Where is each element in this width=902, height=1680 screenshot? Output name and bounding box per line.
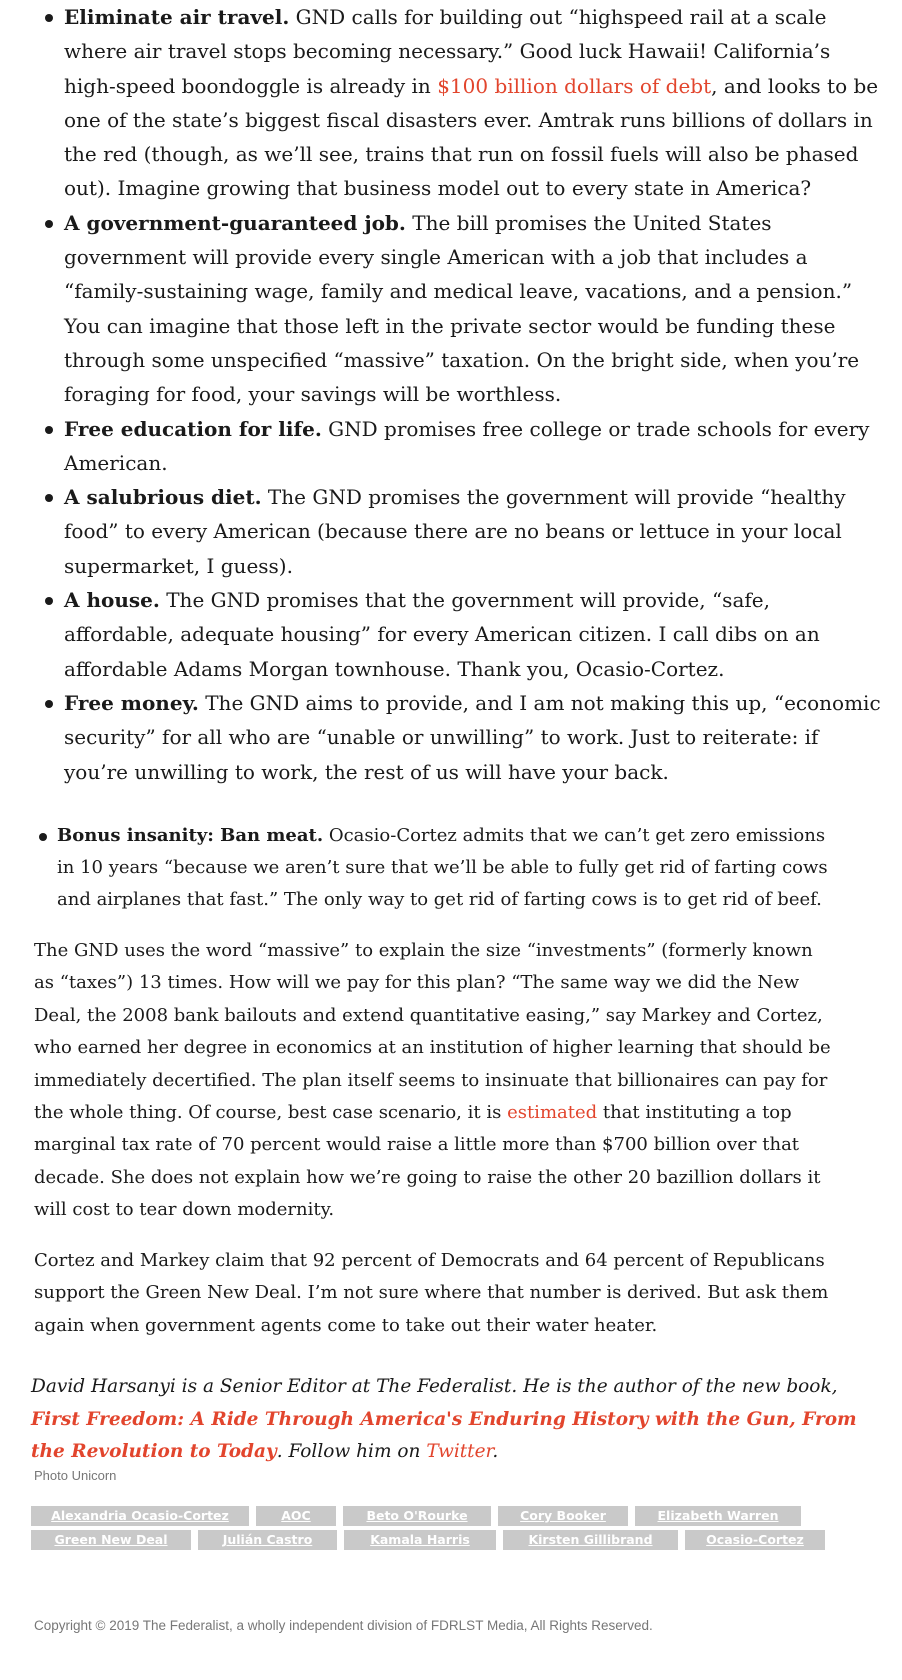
tag-ocasio-cortez[interactable]: Ocasio-Cortez [685, 1530, 825, 1550]
item-text: The GND promises that the government will provide, “safe, affordable, adequate housing” for every American citizen. I call dibs on an affordable Adams Morgan townhouse. Thank you, Ocasio-Cortez. [64, 588, 820, 681]
photo-credit: Photo Unicorn [34, 1468, 117, 1483]
book-link[interactable]: First Freedom: A Ride Through America's Enduring History with the Gun, From the Revolution to Today [31, 1408, 857, 1462]
bonus-list [0, 820, 902, 916]
list-item [0, 583, 902, 686]
tag-kamala-harris[interactable]: Kamala Harris [344, 1530, 496, 1550]
copyright-notice: Copyright © 2019 The Federalist, a wholly independent division of FDRLST Media, All Rights Reserved. [34, 1618, 653, 1633]
list-item [0, 480, 902, 583]
tag-beto-orourke[interactable]: Beto O'Rourke [343, 1506, 491, 1526]
list-item [0, 412, 902, 481]
tag-row [31, 1530, 871, 1552]
estimated-link[interactable]: estimated [507, 1102, 598, 1124]
list-item [0, 820, 902, 916]
bullet-dot-icon [45, 597, 53, 605]
tag-julian-castro[interactable]: Julián Castro [198, 1530, 337, 1550]
item-text: Ocasio-Cortez admits that we can’t get zero emissions in 10 years “because we aren’t sure that we’ll be able to fully get rid of farting cows and airplanes that fast.” The only way to get rid of farting cows is to get rid of beef. [57, 825, 828, 910]
promises-list [0, 0, 902, 789]
item-heading: A salubrious diet. [64, 485, 262, 510]
debt-link[interactable]: $100 billion dollars of debt [437, 73, 712, 98]
item-heading: A house. [64, 588, 160, 613]
tag-alexandria-ocasio-cortez[interactable]: Alexandria Ocasio-Cortez [31, 1506, 249, 1526]
item-heading: Eliminate air travel. [64, 5, 290, 29]
tag-green-new-deal[interactable]: Green New Deal [31, 1530, 191, 1550]
bullet-dot-icon [39, 833, 47, 841]
list-item [0, 206, 902, 412]
tag-row [31, 1506, 871, 1528]
body-paragraph: The GND uses the word “massive” to explain the size “investments” (formerly known as “taxes”) 13 times. How will we pay for this plan? “The same way we did the New Deal, the 2008 bank bailouts and extend quantitative easing,” say Markey and Cortez, who earned her degree in economics at an institution of higher learning that should be immediately decertified. The plan itself seems to insinuate that billionaires can pay for the whole thing. Of course, best case scenario, it is estimated that instituting a top marginal tax rate of 70 percent would raise a little more than $700 billion over that decade. She does not explain how we’re going to raise the other 20 bazillion dollars it will cost to tear down modernity. [34, 940, 831, 1221]
tag-kirsten-gillibrand[interactable]: Kirsten Gillibrand [503, 1530, 678, 1550]
bullet-dot-icon [45, 14, 53, 22]
list-item [0, 0, 902, 206]
item-text: GND calls for building out “highspeed rail at a scale where air travel stops becoming necessary.” Good luck Hawaii! California’s high-speed boondoggle is already in [64, 5, 831, 98]
item-text: The GND promises the government will provide “healthy food” to every American (because there are no beans or lettuce in your local supermarket, I guess). [64, 485, 846, 578]
list-item [0, 686, 902, 789]
item-heading: Free money. [64, 690, 199, 715]
tag-elizabeth-warren[interactable]: Elizabeth Warren [635, 1506, 801, 1526]
author-bio: David Harsanyi is a Senior Editor at The Federalist. He is the author of the new book, First Freedom: A Ride Through America's Enduring History with the Gun, From the Revolution to Today. Follow him on Twitter. [31, 1376, 857, 1462]
tag-cory-booker[interactable]: Cory Booker [498, 1506, 628, 1526]
body-paragraph: Cortez and Markey claim that 92 percent of Democrats and 64 percent of Republicans support the Green New Deal. I’m not sure where that number is derived. But ask them again when government agents come to take out their water heater. [34, 1250, 829, 1336]
bullet-dot-icon [45, 700, 53, 708]
item-heading: Bonus insanity: Ban meat. [57, 825, 324, 846]
item-heading: A government-guaranteed job. [64, 210, 406, 235]
tag-list [31, 1506, 871, 1554]
item-text: GND promises free college or trade schools for every American. [64, 416, 870, 475]
bullet-dot-icon [45, 494, 53, 502]
item-heading: Free education for life. [64, 416, 322, 441]
item-text: The GND aims to provide, and I am not making this up, “economic security” for all who are “unable or unwilling” to work. Just to reiterate: if you’re unwilling to work, the rest of us will have your back. [64, 690, 881, 784]
twitter-link[interactable]: Twitter [426, 1441, 493, 1462]
bullet-dot-icon [45, 426, 53, 434]
bullet-dot-icon [45, 220, 53, 228]
item-text: The bill promises the United States government will provide every single American with a job that includes a “family-sustaining wage, family and medical leave, vacations, and a pension.” You can imagine that those left in the private sector would be funding these through some unspecified “massive” taxation. On the bright side, when you’re foraging for food, your savings will be worthless. [64, 210, 860, 407]
tag-aoc[interactable]: AOC [256, 1506, 336, 1526]
item-text: , and looks to be one of the state’s biggest fiscal disasters ever. Amtrak runs billions of dollars in the red (though, as we’ll see, trains that run on fossil fuels will also be phased out). Imagine growing that business model out to every state in America? [64, 73, 879, 201]
